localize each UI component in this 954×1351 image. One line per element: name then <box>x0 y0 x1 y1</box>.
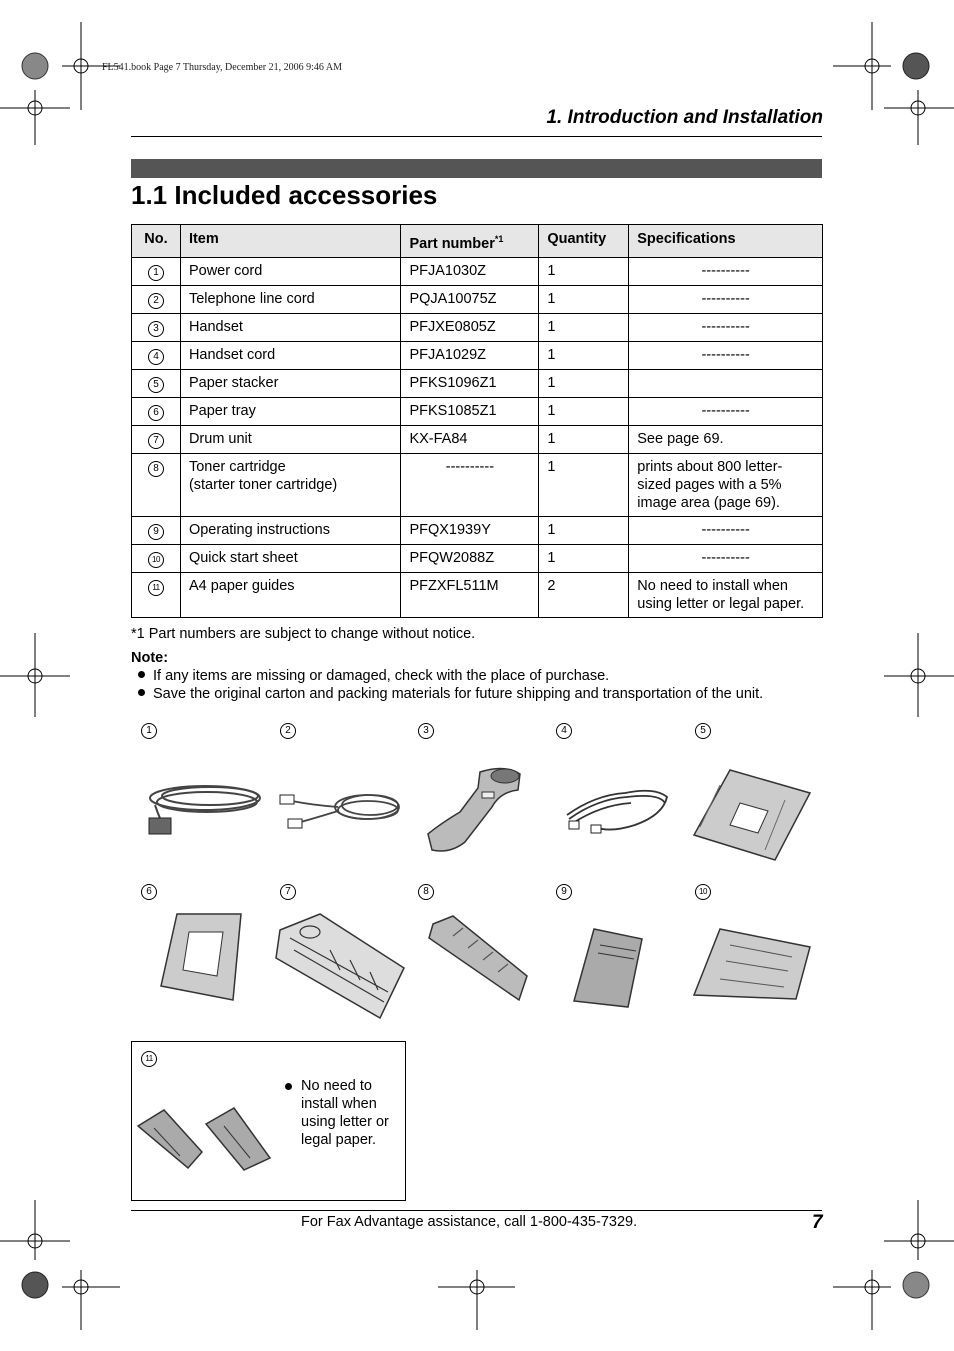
figure-label: 1 <box>141 720 157 739</box>
table-row <box>132 285 823 313</box>
note-heading: Note: <box>131 650 169 666</box>
cell-no <box>132 369 181 397</box>
cell-qty: 1 <box>539 397 629 425</box>
item-number-badge: 8 <box>148 461 164 477</box>
item-number-badge: 3 <box>148 321 164 337</box>
cell-qty: 1 <box>539 313 629 341</box>
cell-no <box>132 341 181 369</box>
col-header-no: No. <box>132 225 181 258</box>
cell-part: PFKS1096Z1 <box>401 369 539 397</box>
figure-label: 2 <box>280 720 296 739</box>
figure-label: 4 <box>556 720 572 739</box>
footnote: *1 Part numbers are subject to change without notice. <box>131 626 476 642</box>
col-header-item: Item <box>180 225 401 258</box>
cell-item: Drum unit <box>180 425 401 453</box>
item-number-badge: 9 <box>148 524 164 540</box>
cell-item: Operating instructions <box>180 516 401 544</box>
item-number-badge: 11 <box>148 580 164 596</box>
cell-item: Power cord <box>180 257 401 285</box>
cell-spec: No need to install when using letter or legal paper. <box>629 572 823 617</box>
title-bar <box>131 159 822 178</box>
col-header-part <box>401 225 539 258</box>
toner-cartridge-illustration <box>423 912 533 1004</box>
cell-no <box>132 453 181 516</box>
item-number-badge: 1 <box>148 265 164 281</box>
bullet-icon <box>138 671 145 678</box>
cell-qty: 1 <box>539 285 629 313</box>
cell-part: PQJA10075Z <box>401 285 539 313</box>
a4-paper-guides-illustration <box>134 1104 274 1174</box>
handset-cord-illustration <box>555 775 675 840</box>
cell-item: A4 paper guides <box>180 572 401 617</box>
cell-item: Paper tray <box>180 397 401 425</box>
header-rule <box>131 136 822 137</box>
cell-qty: 1 <box>539 516 629 544</box>
cell-qty: 1 <box>539 257 629 285</box>
table-row <box>132 544 823 572</box>
cell-spec: ---------- <box>629 313 823 341</box>
accessories-table <box>131 224 823 618</box>
power-cord-illustration <box>135 770 265 840</box>
footnote-marker: *1 <box>494 234 504 244</box>
cell-part: PFQX1939Y <box>401 516 539 544</box>
quick-start-sheet-illustration <box>690 925 815 1001</box>
cell-part: PFJXE0805Z <box>401 313 539 341</box>
page-number: 7 <box>812 1212 823 1233</box>
operating-instructions-illustration <box>570 925 646 1011</box>
figure-label: 11 <box>141 1048 157 1067</box>
item-number-badge: 7 <box>148 433 164 449</box>
section-header: 1. Introduction and Installation <box>546 107 823 128</box>
cell-no <box>132 313 181 341</box>
cell-spec <box>629 369 823 397</box>
note-bullet <box>138 686 763 702</box>
book-header-line: FL541.book Page 7 Thursday, December 21, 2006 9:46 AM <box>102 62 342 73</box>
col-header-part-label: Part number <box>409 235 495 252</box>
figure-label: 7 <box>280 881 296 900</box>
table-header-row <box>132 225 823 258</box>
table-row <box>132 453 823 516</box>
cell-item: Quick start sheet <box>180 544 401 572</box>
cell-qty: 1 <box>539 453 629 516</box>
cell-no <box>132 516 181 544</box>
table-row <box>132 341 823 369</box>
cell-part: PFKS1085Z1 <box>401 397 539 425</box>
item-number-badge: 2 <box>148 293 164 309</box>
col-header-quantity: Quantity <box>539 225 629 258</box>
item-number-badge: 10 <box>148 552 164 568</box>
cell-spec: ---------- <box>629 285 823 313</box>
cell-no <box>132 397 181 425</box>
cell-part: PFJA1029Z <box>401 341 539 369</box>
bullet-icon <box>285 1083 292 1090</box>
cell-part: KX-FA84 <box>401 425 539 453</box>
cell-no <box>132 285 181 313</box>
page-title: 1.1 Included accessories <box>131 180 438 210</box>
cell-part: ---------- <box>401 453 539 516</box>
cell-no <box>132 257 181 285</box>
cell-part: PFZXFL511M <box>401 572 539 617</box>
table-row <box>132 369 823 397</box>
a4-paper-guides-box <box>131 1041 406 1201</box>
cell-qty: 2 <box>539 572 629 617</box>
item-number-badge: 6 <box>148 405 164 421</box>
figure-label: 8 <box>418 881 434 900</box>
cell-part: PFQW2088Z <box>401 544 539 572</box>
item-number-badge: 5 <box>148 377 164 393</box>
table-row <box>132 313 823 341</box>
table-row <box>132 516 823 544</box>
paper-tray-illustration <box>157 910 245 1002</box>
cell-spec: ---------- <box>629 397 823 425</box>
cell-spec: ---------- <box>629 544 823 572</box>
table-row <box>132 397 823 425</box>
cell-qty: 1 <box>539 341 629 369</box>
cell-spec: prints about 800 letter- sized pages with a 5% image area (page 69). <box>629 453 823 516</box>
cell-item: Handset cord <box>180 341 401 369</box>
drum-unit-illustration <box>270 910 410 1022</box>
figure-label: 5 <box>695 720 711 739</box>
cell-item: Handset <box>180 313 401 341</box>
cell-no <box>132 425 181 453</box>
note-bullet <box>138 668 609 684</box>
figure-label: 3 <box>418 720 434 739</box>
inset-note <box>285 1077 395 1149</box>
cell-qty: 1 <box>539 425 629 453</box>
cell-item: Telephone line cord <box>180 285 401 313</box>
cell-spec: ---------- <box>629 257 823 285</box>
cell-no <box>132 544 181 572</box>
cell-item: Paper stacker <box>180 369 401 397</box>
cell-item: Toner cartridge (starter toner cartridge) <box>180 453 401 516</box>
table-row <box>132 572 823 617</box>
cell-part: PFJA1030Z <box>401 257 539 285</box>
inset-note-text: No need to install when using letter or legal paper. <box>301 1078 389 1148</box>
cell-qty: 1 <box>539 544 629 572</box>
cell-qty: 1 <box>539 369 629 397</box>
cell-no <box>132 572 181 617</box>
figure-label: 9 <box>556 881 572 900</box>
figure-label: 10 <box>695 881 711 900</box>
cell-spec: ---------- <box>629 516 823 544</box>
cell-spec: ---------- <box>629 341 823 369</box>
footer-rule <box>131 1210 822 1211</box>
footer-text: For Fax Advantage assistance, call 1-800-435-7329. <box>301 1214 638 1230</box>
figure-label: 6 <box>141 881 157 900</box>
col-header-specifications: Specifications <box>629 225 823 258</box>
table-row <box>132 257 823 285</box>
cell-spec: See page 69. <box>629 425 823 453</box>
note-bullet-text: If any items are missing or damaged, check with the place of purchase. <box>153 668 610 684</box>
telephone-line-cord-illustration <box>272 775 404 840</box>
bullet-icon <box>138 689 145 696</box>
handset-illustration <box>420 762 535 857</box>
note-bullet-text: Save the original carton and packing materials for future shipping and transportation of the unit. <box>153 686 764 702</box>
paper-stacker-illustration <box>690 765 818 863</box>
item-number-badge: 4 <box>148 349 164 365</box>
table-row <box>132 425 823 453</box>
